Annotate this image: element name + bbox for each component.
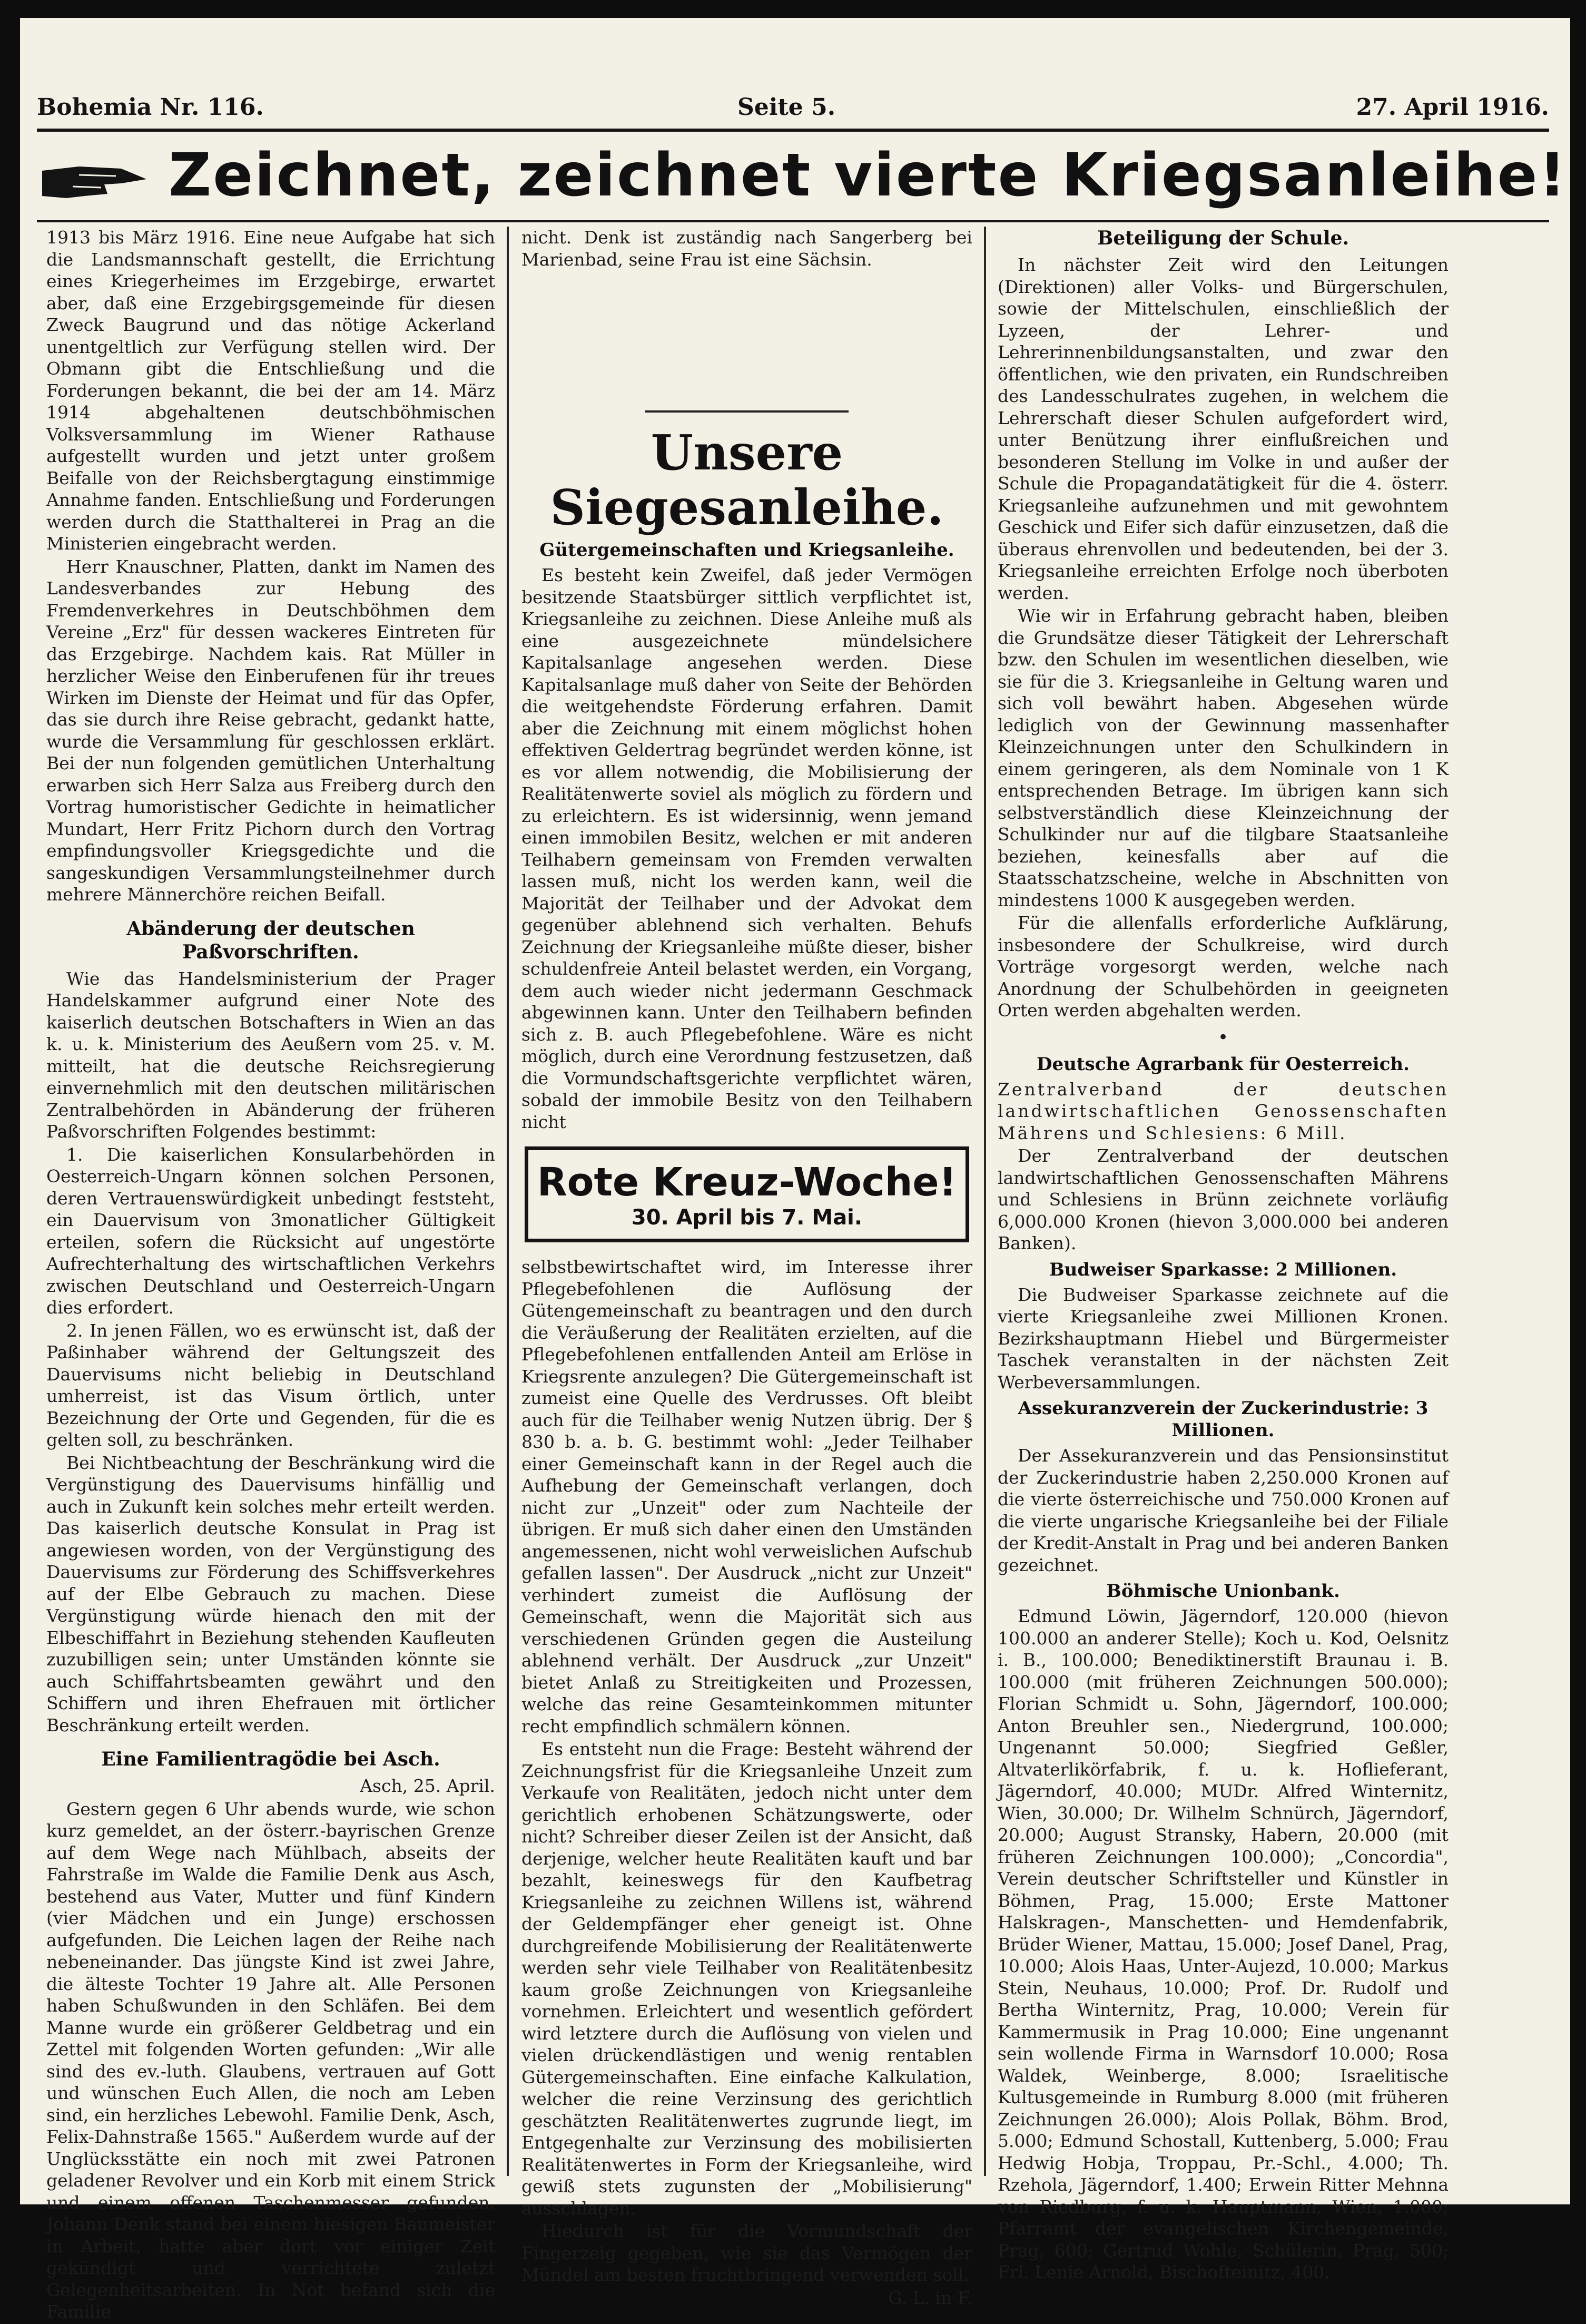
article-paragraph: Der Assekuranzverein und das Pensionsinstitut der Zuckerindustrie haben 2,250.000 Kronen auf die vierte österreichische und 750.000 Kronen auf die vierte ungarische Kriegsanleihe bei der Filiale der Kredit-Anstalt in Prag und bei anderen Banken gezeichnet. bbox=[998, 1445, 1449, 1575]
article-paragraph: Wie das Handelsministerium der Prager Handelskammer aufgrund einer Note des kaiserlich deutschen Botschafters in Wien an das k. u. k. Ministerium des Aeußern vom 25. v. M. mitteilt, hat die deutsche Reichsregierung einvernehmlich mit den deutschen militärischen Zentralbehörden in Abänderung der früheren Paßvorschriften Folgendes bestimmt: bbox=[46, 968, 495, 1142]
column-3 bbox=[998, 227, 1449, 2284]
headline-union-bank: Böhmische Unionbank. bbox=[1106, 1581, 1340, 1602]
banner-rule bbox=[37, 220, 1549, 222]
pointing-hand-icon bbox=[42, 161, 147, 203]
headline-passport-rules: Abänderung der deutschen Paßvorschriften. bbox=[126, 917, 415, 963]
article-paragraph: 2. In jenen Fällen, wo es erwünscht ist, daß der Paßinhaber während der Geltungszeit des Dauervisums nicht beliebig in Deutschland umherreist, ist das Visum örtlich, unter Bezeichnung der Orte und Gegenden, für die es gelten soll, zu beschränken. bbox=[46, 1320, 495, 1450]
article-paragraph: Gestern gegen 6 Uhr abends wurde, wie schon kurz gemeldet, an der österr.-bayrischen Grenze auf dem Wege nach Mühlbach, abseits der Fahrstraße im Walde die Familie Denk aus Asch, bestehend aus Vater, Mutter und fünf Kindern (vier Mädchen und ein Junge) erschossen aufgefunden. Die Leichen lagen der Reihe nach nebeneinander. Das jüngste Kind ist zwei Jahre, die älteste Tochter 19 Jahre alt. Alle Personen haben Schußwunden in den Schläfen. Bei dem Manne wurde ein größerer Geldbetrag und ein Zettel mit folgenden Worten gefunden: „Wir alle sind des ev.-luth. Glaubens, vertrauen auf Gott und wünschen Euch Allen, die noch am Leben sind, ein herzliches Lebewohl. Familie Denk, Asch, Felix-Dahnstraße 1565." Außerdem wurde auf der Unglücksstätte ein noch mit zwei Patronen geladener Revolver und ein Korb mit einem Strick und einem offenen Taschenmesser gefunden. Johann Denk stand bei einem hiesigen Baumeister in Arbeit, hatte aber dort vor einiger Zeit gekündigt und verrichtete zuletzt Gelegenheitsarbeiten. In Not befand sich die Familie bbox=[46, 1798, 495, 2322]
banner-title: Zeichnet, zeichnet vierte Kriegsanleihe! bbox=[169, 141, 1568, 210]
dateline: Asch, 25. April. bbox=[360, 1776, 495, 1796]
article-paragraph: nicht. Denk ist zuständig nach Sangerberg bei Marienbad, seine Frau ist eine Sächsin. bbox=[521, 227, 972, 270]
headline-budweis-savings: Budweiser Sparkasse: 2 Millionen. bbox=[1049, 1259, 1397, 1280]
bullet-separator: • bbox=[1217, 1026, 1229, 1048]
masthead-date: 27. April 1916. bbox=[1356, 94, 1549, 121]
headline-family-tragedy: Eine Familientragödie bei Asch. bbox=[101, 1748, 440, 1770]
article-paragraph: In nächster Zeit wird den Leitungen (Direktionen) aller Volks- und Bürgerschulen, sowie der Mittelschulen, einschließlich der Lyzeen, der Lehrer- und Lehrerinnenbildungsanstalten, und zwar den öffentlichen, wie den privaten, ein Rundschreiben des Landesschulrates zugehen, in welchem die Lehrerschaft dieser Schulen aufgefordert wird, unter Benützung ihrer einflußreichen und besonderen Stellung im Volke in und außer der Schule die Propagandatätigkeit für die 4. österr. Kriegsanleihe aufzunehmen und mit gewohntem Geschick und Eifer sich dafür einzusetzen, daß die überaus ehrenvollen und bedeutenden, bei der 3. Kriegsanleihe erreichten Erfolge noch überboten werden. bbox=[998, 254, 1449, 603]
headline-agrarian-bank: Deutsche Agrarbank für Oesterreich. bbox=[1037, 1053, 1410, 1075]
article-paragraph: Hiedurch ist für die Vormundschaft der Fingerzeig gegeben, wie sie das Vermögen der Mündel am besten fruchtbringend verwenden soll. bbox=[521, 2221, 972, 2285]
masthead-issue: Bohemia Nr. 116. bbox=[37, 94, 264, 121]
article-paragraph: Bei Nichtbeachtung der Beschränkung wird die Vergünstigung des Dauervisums hinfällig und auch in Zukunft kein solches mehr erteilt werden. Das kaiserlich deutsche Konsulat in Prag ist angewiesen worden, von der Vergünstigung des Dauervisums zur Förderung des Schiffsverkehres auf der Elbe Gebrauch zu machen. Diese Vergünstigung würde hienach den mit der Elbeschiffahrt in Beziehung stehenden Kaufleuten zuzubilligen sein; unter Umständen könnte sie auch Schiffahrtsbeamten gewährt und den Schiffern und ihren Ehefrauen mit örtlicher Beschränkung erteilt werden. bbox=[46, 1452, 495, 1735]
article-paragraph: Für die allenfalls erforderliche Aufklärung, insbesondere der Schulkreise, wird durch Vorträge vorgesorgt werden, welche nach Anordnung der Schulbehörden in geeigneten Orten werden abgehalten werden. bbox=[998, 913, 1449, 1021]
column-2 bbox=[521, 227, 972, 2310]
column-1 bbox=[46, 227, 495, 2324]
column-divider-2 bbox=[984, 227, 986, 2176]
red-cross-week-ad bbox=[525, 1146, 969, 1242]
ad-dates: 30. April bis 7. Mai. bbox=[631, 1205, 863, 1230]
masthead bbox=[37, 94, 1549, 124]
article-paragraph: Herr Knauschner, Platten, dankt im Namen des Landesverbandes zur Hebung des Fremdenverkehres in Deutschböhmen dem Vereine „Erz" für dessen wackeres Eintreten für das Erzgebirge. Nachdem kais. Rat Müller in herzlicher Weise den Einberufenen für ihr treues Wirken im Dienste der Heimat und für das Opfer, das sie durch ihre Reise gebracht, gedankt hatte, wurde die Versammlung für geschlossen erklärt. Bei der nun folgenden gemütlichen Unterhaltung erwarben sich Herr Salza aus Freiberg durch den Vortrag humoristischer Gedichte in heimatlicher Mundart, Herr Fritz Pichorn durch den Vortrag empfindungsvoller Kriegsgedichte und die sangeskundigen Versammlungsteilnehmer durch mehrere Männerchöre reichen Beifall. bbox=[46, 556, 495, 905]
article-paragraph: Der Zentralverband der deutschen landwirtschaftlichen Genossenschaften Mährens und Schlesiens in Brünn zeichnete vorläufig 6,000.000 Kronen (hievon 3,000.000 bei anderen Banken). bbox=[998, 1145, 1449, 1253]
article-paragraph: Wie wir in Erfahrung gebracht haben, bleiben die Grundsätze dieser Tätigkeit der Lehrerschaft bzw. den Schulen im wesentlichen dieselben, wie sie für die 3. Kriegsanleihe in Geltung waren und sich voll bewährt haben. Abgesehen würde lediglich von der Gewinnung massenhafter Kleinzeichnungen unter den Schulkindern in einem geringeren, als dem Nominale von 1 K entsprechenden Betrage. Im übrigen kann sich selbstverständlich diese Kleinzeichnung der Schulkinder nur auf die tilgbare Staatsanleihe beziehen, keinesfalls aber auf die Staatsschatzscheine, welche in Abschnitten von mindestens 1000 K ausgegeben werden. bbox=[998, 605, 1449, 910]
article-paragraph: 1913 bis März 1916. Eine neue Aufgabe hat sich die Landsmannschaft gestellt, die Errichtung eines Kriegerheimes im Erzgebirge, erwartet aber, daß eine Erzgebirgsgemeinde für diesen Zweck Baugrund und das nötige Ackerland unentgeltlich zur Verfügung stellen wird. Der Obmann gibt die Entschließung und die Forderungen bekannt, die bei der am 14. März 1914 abgehaltenen deutschböhmischen Volksversammlung im Wiener Rathause aufgestellt wurden und jetzt unter großem Beifalle von der Reichsbergtagung einstimmige Annahme fanden. Entschließung und Forderungen werden durch die Statthalterei in Prag an die Ministerien eingebracht werden. bbox=[46, 227, 495, 554]
article-paragraph: 1. Die kaiserlichen Konsularbehörden in Oesterreich-Ungarn können solchen Personen, deren Vertrauenswürdigkeit unbedingt feststeht, ein Dauervisum von 3monatlicher Gültigkeit erteilen, sofern die Rücksicht auf ungestörte Aufrechterhaltung des wirtschaftlichen Verkehrs zwischen Deutschland und Oesterreich-Ungarn dies erfordert. bbox=[46, 1144, 495, 1318]
headline-sugar-insurance: Assekuranzverein der Zuckerindustrie: 3 Millionen. bbox=[1018, 1398, 1429, 1441]
article-paragraph: Es entsteht nun die Frage: Besteht während der Zeichnungsfrist für die Kriegsanleihe Unzeit zum Verkaufe von Realitäten, jedoch nicht unter dem gerichtlich erhobenen Schätzungswerte, oder nicht? Schreiber dieser Zeilen ist der Ansicht, daß derjenige, welcher heute Realitäten kauft und bar bezahlt, keineswegs für den Kaufbetrag Kriegsanleihe zu zeichnen Willens ist, während der Geldempfänger eher geneigt ist. Ohne durchgreifende Mobilisierung der Realitätenwerte werden sehr viele Teilhaber von Realitätenbesitz kaum große Zeichnungen von Kriegsanleihe vornehmen. Erleichtert und wesentlich gefördert wird letztere durch die Auflösung von vielen und vielen drückendlästigen und wenig rentablen Gütergemeinschaften. Eine einfache Kalkulation, welcher die reine Verzinsung des gerichtlich geschätzten Realitätenwertes zugrunde liegt, im Entgegenhalte zur Verzinsung des mobilisierten Realitätenwertes in Form der Kriegsanleihe, wird gewiß stets zugunsten der „Mobilisierung" ausschlagen. bbox=[521, 1739, 972, 2219]
column-divider-1 bbox=[507, 227, 509, 2176]
article-paragraph: selbstbewirtschaftet wird, im Interesse ihrer Pflegebefohlenen die Auflösung der Gütengemeinschaft zu beantragen und den durch die Veräußerung der Realitäten erzielten, auf die Pflegebefohlenen entfallenden Anteil am Erlöse in Kriegsrente anzulegen? Die Gütergemeinschaft ist zumeist eine Quelle des Verdrusses. Oft bleibt auch für die Teilhaber wenig Nutzen übrig. Der § 830 b. a. b. G. bestimmt wohl: „Jeder Teilhaber einer Gemeinschaft kann in der Regel auch die Aufhebung der Gemeinschaft verlangen, doch nicht zur „Unzeit" oder zum Nachteile der übrigen. Er muß sich daher einen den Umständen angemessenen, nicht wohl verweislichen Aufschub gefallen lassen". Der Ausdruck „nicht zur Unzeit" verhindert zumeist die Auflösung der Gemeinschaft, wenn die Majorität sich aus verschiedenen Gründen gegen die Austeilung ablehnend verhält. Der Ausdruck „zur Unzeit" bietet Anlaß zu Streitigkeiten und Prozessen, welche das reine Gesamteinkommen mitunter recht empfindlich schmälern können. bbox=[521, 1257, 972, 1737]
headline-victory-loan: Unsere Siegesanleihe. bbox=[550, 424, 944, 536]
article-paragraph: Es besteht kein Zweifel, daß jeder Vermögen besitzende Staatsbürger sittlich verpflichtet ist, Kriegsanleihe zu zeichnen. Diese Anleihe muß als eine ausgezeichnete mündelsichere Kapitalsanlage angesehen werden. Diese Kapitalsanlage muß daher von Seite der Behörden die weitgehendste Förderung erfahren. Damit aber die Zeichnung mit einem möglichst hohen effektiven Geldertrag begründet werden könne, ist es vor allem notwendig, die Mobilisierung der Realitätenwerte soviel als möglich zu fördern und zu erleichtern. Es ist widersinnig, wenn jemand einen immobilen Besitz, welchen er mit anderen Teilhabern gemeinsam von Fremden verwalten lassen muß, nicht los werden kann, weil die Majorität der Teilhaber und der Advokat dem gegenüber ablehnend sich verhalten. Behufs Zeichnung der Kriegsanleihe müßte dieser, bisher schuldenfreie Anteil belastet werden, ein Vorgang, dem auch wieder nicht jedermann Geschmack abgewinnen kann. Unter den Teilhabern befinden sich z. B. auch Pflegebefohlene. Wäre es nicht möglich, durch eine Verordnung festzusetzen, daß die Vormundschaftsgerichte verpflichtet wären, sobald der immobile Besitz von den Teilhabern nicht bbox=[521, 565, 972, 1132]
masthead-page-number: Seite 5. bbox=[737, 94, 836, 121]
signature: G. L. in F. bbox=[888, 2287, 972, 2308]
masthead-rule bbox=[37, 129, 1549, 132]
subscriber-list: Edmund Löwin, Jägerndorf, 120.000 (hievon 100.000 an anderer Stelle); Koch u. Kod, Oelsnitz i. B., 100.000; Benediktinerstift Braunau i. B. 100.000 (mit früheren Zeichnungen 500.000); Florian Schmidt u. Sohn, Jägerndorf, 100.000; Anton Breuhler sen., Niedergrund, 100.000; Ungenannt 50.000; Siegfried Geßler, Altvaterlikörfabrik, f. u. k. Hoflieferant, Jägerndorf, 40.000; MUDr. Alfred Winternitz, Wien, 30.000; Dr. Wilhelm Schnürch, Jägerndorf, 20.000; August Stransky, Habern, 20.000 (mit früheren Zeichnungen 100.000); „Concordia", Verein deutscher Schriftsteller und Künstler in Böhmen, Prag, 15.000; Erste Mattoner Halskragen-, Manschetten- und Hemdenfabrik, Brüder Wiener, Mattau, 15.000; Josef Danel, Prag, 10.000; Alois Haas, Unter-Aujezd, 10.000; Markus Stein, Neuhaus, 10.000; Prof. Dr. Rudolf und Bertha Winternitz, Prag, 10.000; Verein für Kammermusik in Prag 10.000; Eine ungenannt sein wollende Firma in Warnsdorf 10.000; Rosa Waldek, Weinberge, 8.000; Israelitische Kultusgemeinde in Rumburg 8.000 (mit früheren Zeichnungen 26.000); Alois Pollak, Böhm. Brod, 5.000; Edmund Schostall, Kuttenberg, 5.000; Frau Hedwig Hobja, Troppau, Pr.-Schl., 4.000; Th. Rzehola, Jägerndorf, 1.400; Erwein Ritter Mehnna von Riedburg, f. u. k. Hauptmann, Wien, 1.000; Pfarramt der evangelischen Kirchengemeinde, Prag, 600; Gertrud Wohle, Schülerin, Prag, 500; Frl. Lenie Arnold, Bischofteinitz, 400. bbox=[998, 1606, 1449, 2282]
article-paragraph: Die Budweiser Sparkasse zeichnete auf die vierte Kriegsanleihe zwei Millionen Kronen. Bezirkshauptmann Hiebel und Bürgermeister Taschek veranstalten in der nächsten Zeit Werbeversammlungen. bbox=[998, 1284, 1449, 1393]
section-separator bbox=[645, 410, 848, 413]
subheadline: Zentralverband der deutschen landwirtschaftlichen Genossenschaften Mährens und Schlesiens: 6 Mill. bbox=[998, 1078, 1449, 1143]
ad-title: Rote Kreuz-Woche! bbox=[537, 1160, 957, 1205]
war-loan-banner bbox=[42, 141, 1568, 220]
headline-school-participation: Beteiligung der Schule. bbox=[1097, 227, 1349, 249]
subheadline: Gütergemeinschaften und Kriegsanleihe. bbox=[539, 540, 954, 561]
